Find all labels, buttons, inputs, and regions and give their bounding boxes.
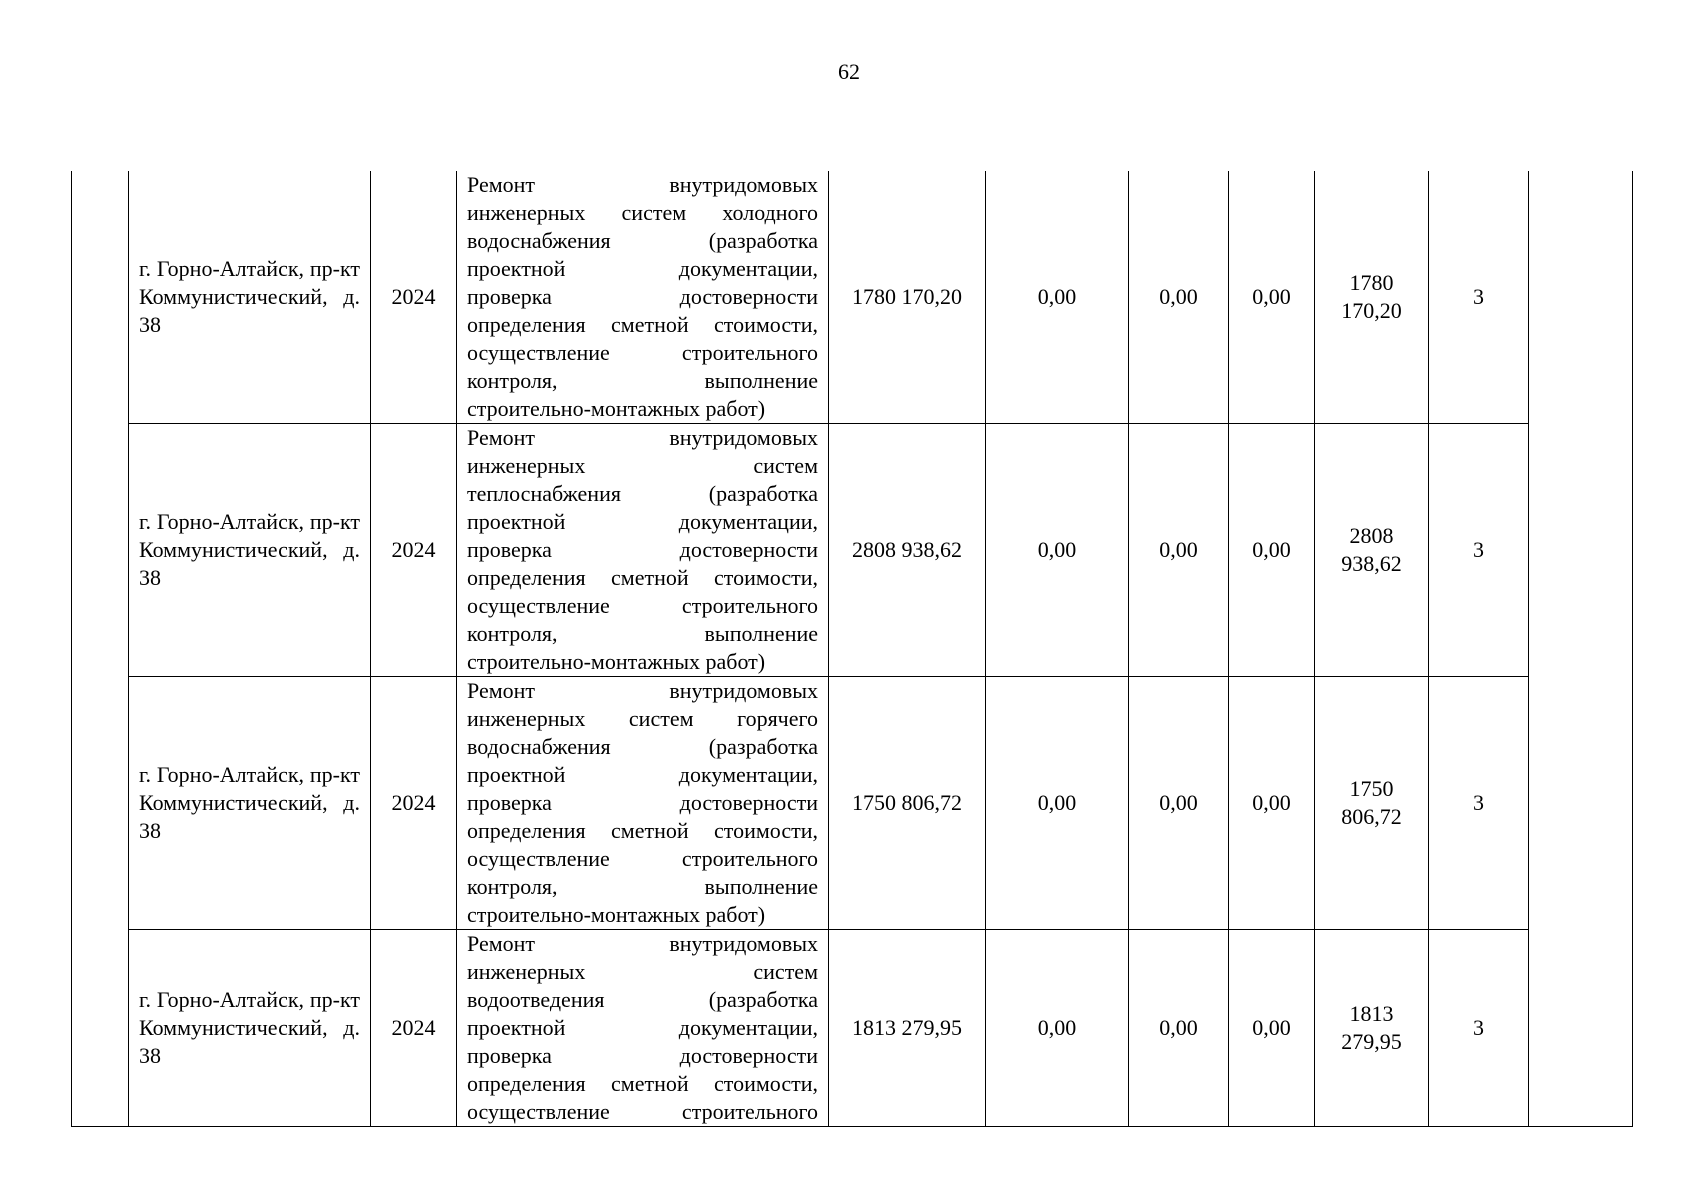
- table-row: [72, 424, 1633, 677]
- table-row: [72, 171, 1633, 424]
- work-line: инженерных систем: [467, 453, 818, 478]
- work-line: проверка достоверности: [467, 1043, 818, 1068]
- work-line: Ремонт внутридомовых: [467, 678, 818, 703]
- work-line: определения сметной стоимости,: [467, 312, 818, 337]
- zero-cell-b: 0,00: [1129, 677, 1229, 930]
- trailing-cell: [1529, 171, 1633, 1127]
- year-cell: 2024: [371, 424, 457, 677]
- year-cell: 2024: [371, 677, 457, 930]
- work-line: контроля, выполнение: [467, 621, 818, 646]
- year-cell: 2024: [371, 930, 457, 1127]
- work-line: проектной документации,: [467, 256, 818, 281]
- total-cell: [1315, 930, 1429, 1127]
- work-line: Ремонт внутридомовых: [467, 172, 818, 197]
- total-cell: [1315, 677, 1429, 930]
- total-cell: [1315, 171, 1429, 424]
- work-line: определения сметной стоимости,: [467, 1071, 818, 1096]
- work-line: проектной документации,: [467, 509, 818, 534]
- work-line: проектной документации,: [467, 1015, 818, 1040]
- cost-cell: 2808 938,62: [829, 424, 986, 677]
- total-line-2: 170,20: [1341, 298, 1402, 323]
- work-line: проектной документации,: [467, 762, 818, 787]
- total-line-2: 279,95: [1341, 1029, 1402, 1054]
- work-line: контроля, выполнение: [467, 874, 818, 899]
- work-line: строительно-монтажных работ): [467, 649, 766, 674]
- work-line: определения сметной стоимости,: [467, 565, 818, 590]
- work-line: проверка достоверности: [467, 790, 818, 815]
- total-line-2: 938,62: [1341, 551, 1402, 576]
- address-cell: г. Горно-Алтайск, пр-кт Коммунистический, д. 38: [129, 677, 371, 930]
- table-row: [72, 930, 1633, 1127]
- work-line: строительно-монтажных работ): [467, 396, 766, 421]
- zero-cell-b: 0,00: [1129, 424, 1229, 677]
- zero-cell-c: 0,00: [1229, 930, 1315, 1127]
- work-line: осуществление строительного: [467, 593, 818, 618]
- zero-cell-c: 0,00: [1229, 171, 1315, 424]
- work-description-cell: [457, 424, 829, 677]
- total-line-2: 806,72: [1341, 804, 1402, 829]
- work-line: осуществление строительного: [467, 846, 818, 871]
- work-line: инженерных систем холодного: [467, 200, 818, 225]
- work-line: контроля, выполнение: [467, 368, 818, 393]
- row-number-cell: [72, 171, 129, 1127]
- work-description-cell: [457, 171, 829, 424]
- work-line: строительно-монтажных работ): [467, 902, 766, 927]
- work-description-cell: [457, 930, 829, 1127]
- stage-cell: 3: [1429, 424, 1529, 677]
- cost-cell: 1813 279,95: [829, 930, 986, 1127]
- total-cell: [1315, 424, 1429, 677]
- work-line: осуществление строительного: [467, 340, 818, 365]
- work-line: водоснабжения (разработка: [467, 228, 818, 253]
- zero-cell-a: 0,00: [986, 930, 1129, 1127]
- zero-cell-b: 0,00: [1129, 171, 1229, 424]
- year-cell: 2024: [371, 171, 457, 424]
- zero-cell-a: 0,00: [986, 424, 1129, 677]
- capital-repair-table: [71, 171, 1633, 1127]
- work-line: осуществление строительного: [467, 1099, 818, 1124]
- address-cell: г. Горно-Алтайск, пр-кт Коммунистический, д. 38: [129, 171, 371, 424]
- zero-cell-a: 0,00: [986, 171, 1129, 424]
- zero-cell-c: 0,00: [1229, 677, 1315, 930]
- work-line: определения сметной стоимости,: [467, 818, 818, 843]
- work-line: водоснабжения (разработка: [467, 734, 818, 759]
- stage-cell: 3: [1429, 171, 1529, 424]
- work-line: Ремонт внутридомовых: [467, 425, 818, 450]
- total-line-1: 1750: [1349, 776, 1394, 801]
- cost-cell: 1780 170,20: [829, 171, 986, 424]
- zero-cell-c: 0,00: [1229, 424, 1315, 677]
- cost-cell: 1750 806,72: [829, 677, 986, 930]
- work-line: инженерных систем горячего: [467, 706, 818, 731]
- work-line: проверка достоверности: [467, 284, 818, 309]
- stage-cell: 3: [1429, 677, 1529, 930]
- work-line: проверка достоверности: [467, 537, 818, 562]
- total-line-1: 1813: [1349, 1001, 1394, 1026]
- total-line-1: 1780: [1349, 270, 1394, 295]
- table-row: [72, 677, 1633, 930]
- work-description-cell: [457, 677, 829, 930]
- work-line: теплоснабжения (разработка: [467, 481, 818, 506]
- address-cell: г. Горно-Алтайск, пр-кт Коммунистический, д. 38: [129, 424, 371, 677]
- total-line-1: 2808: [1349, 523, 1394, 548]
- zero-cell-b: 0,00: [1129, 930, 1229, 1127]
- work-line: Ремонт внутридомовых: [467, 931, 818, 956]
- stage-cell: 3: [1429, 930, 1529, 1127]
- page-number: 62: [838, 59, 860, 84]
- zero-cell-a: 0,00: [986, 677, 1129, 930]
- work-line: водоотведения (разработка: [467, 987, 818, 1012]
- address-cell: г. Горно-Алтайск, пр-кт Коммунистический, д. 38: [129, 930, 371, 1127]
- work-line: инженерных систем: [467, 959, 818, 984]
